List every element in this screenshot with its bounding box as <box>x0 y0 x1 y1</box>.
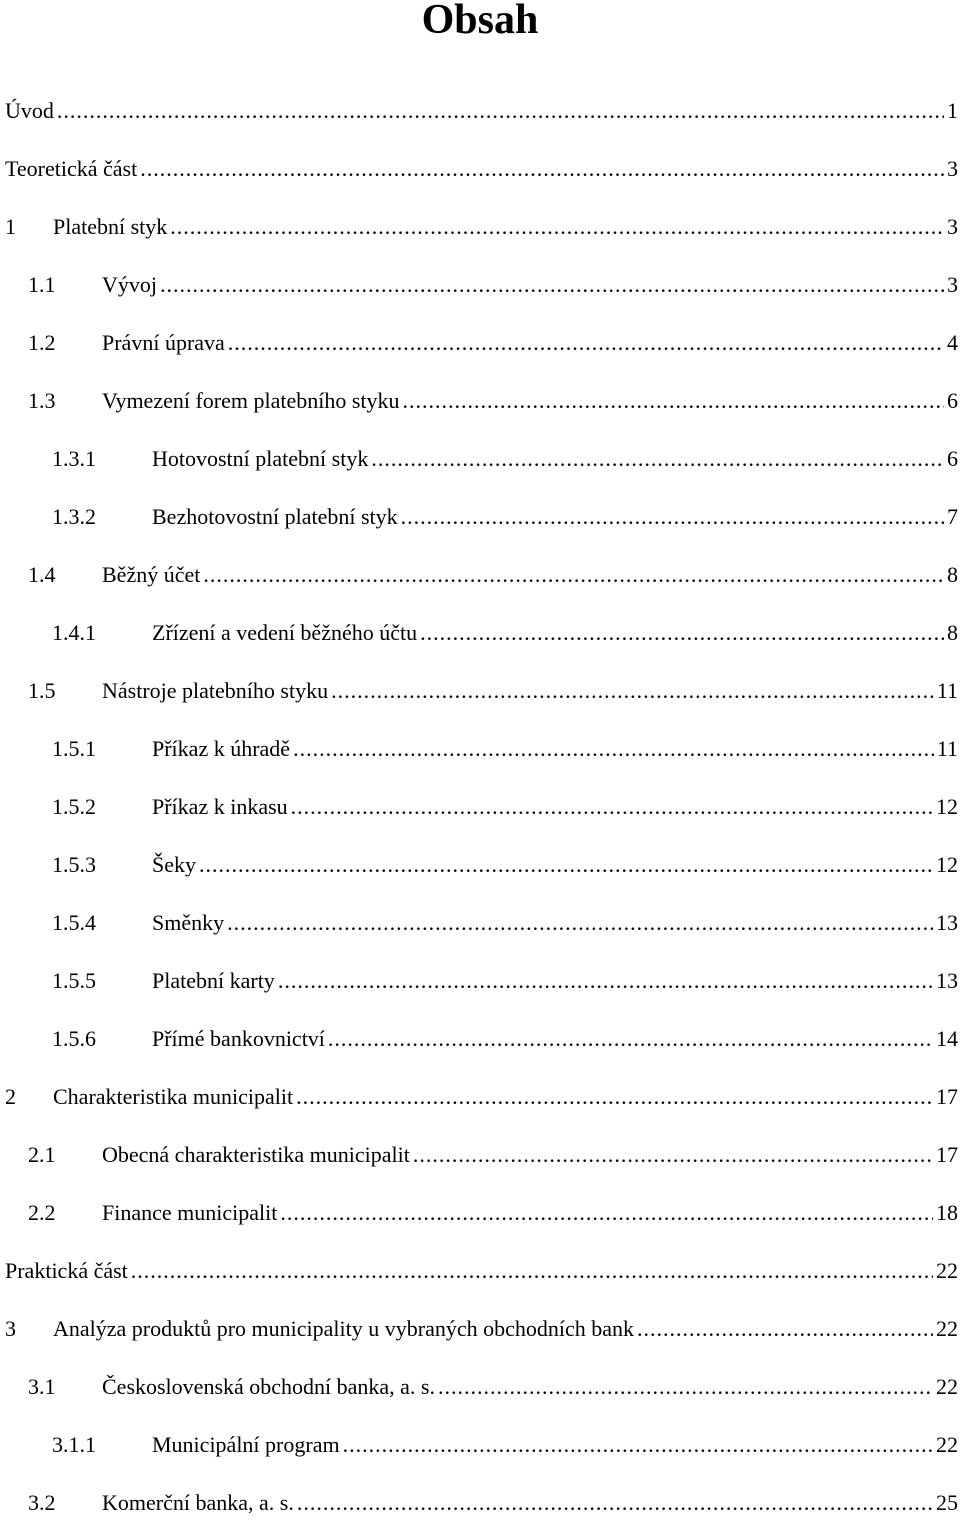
toc-leader-dots <box>413 1126 933 1184</box>
toc-entry-page: 1 <box>947 98 958 123</box>
toc-entry-page: 22 <box>936 1374 958 1399</box>
toc-entry-page: 17 <box>936 1142 958 1167</box>
toc-leader-dots <box>228 314 944 372</box>
toc-entry-number: 1.5.3 <box>52 852 96 877</box>
toc-entry-label: Platební styk <box>53 214 168 239</box>
table-of-contents <box>0 82 960 1532</box>
toc-leader-dots <box>131 1242 933 1300</box>
toc-entry-page: 11 <box>936 678 958 703</box>
toc-entry-page: 13 <box>936 910 958 935</box>
toc-entry-label: Obecná charakteristika municipalit <box>102 1142 410 1167</box>
toc-entry-page: 17 <box>936 1084 958 1109</box>
toc-entry[interactable] <box>0 662 960 720</box>
toc-entry-number: 1.5.2 <box>52 794 96 819</box>
toc-entry-label: Teoretická část <box>5 156 138 181</box>
toc-entry-label: Vymezení forem platebního styku <box>102 388 400 413</box>
toc-leader-dots <box>297 1474 933 1532</box>
toc-entry-label: Platební karty <box>152 968 275 993</box>
toc-entry[interactable] <box>0 546 960 604</box>
toc-entry-label: Směnky <box>152 910 225 935</box>
toc-entry[interactable] <box>0 430 960 488</box>
toc-entry[interactable] <box>0 1416 960 1474</box>
toc-entry-page: 13 <box>936 968 958 993</box>
toc-entry[interactable] <box>0 778 960 836</box>
toc-entry-number: 2 <box>5 1084 16 1109</box>
toc-entry[interactable] <box>0 488 960 546</box>
toc-entry-page: 4 <box>947 330 958 355</box>
toc-entry-page: 8 <box>947 620 958 645</box>
toc-leader-dots <box>57 82 944 140</box>
toc-entry-page: 11 <box>936 736 958 761</box>
toc-entry[interactable] <box>0 720 960 778</box>
toc-entry[interactable] <box>0 1474 960 1532</box>
toc-leader-dots <box>331 662 934 720</box>
toc-entry-label: Hotovostní platební styk <box>152 446 369 471</box>
toc-entry-number: 2.1 <box>28 1142 56 1167</box>
toc-entry-label: Charakteristika municipalit <box>53 1084 294 1109</box>
toc-entry-label: Příkaz k inkasu <box>152 794 288 819</box>
toc-entry-label: Přímé bankovnictví <box>152 1026 325 1051</box>
toc-entry[interactable] <box>0 1068 960 1126</box>
toc-leader-dots <box>291 778 933 836</box>
toc-entry-label: Municipální program <box>152 1432 340 1457</box>
toc-leader-dots <box>227 894 933 952</box>
toc-entry-label: Praktická část <box>5 1258 128 1283</box>
toc-entry[interactable] <box>0 836 960 894</box>
toc-entry[interactable] <box>0 256 960 314</box>
toc-entry-label: Finance municipalit <box>102 1200 278 1225</box>
toc-entry-page: 6 <box>947 388 958 413</box>
toc-entry[interactable] <box>0 314 960 372</box>
toc-entry-number: 1 <box>5 214 16 239</box>
toc-entry-number: 1.4 <box>28 562 56 587</box>
toc-entry-label: Právní úprava <box>102 330 225 355</box>
toc-leader-dots <box>296 1068 933 1126</box>
toc-entry-label: Příkaz k úhradě <box>152 736 291 761</box>
toc-leader-dots <box>371 430 944 488</box>
toc-leader-dots <box>401 488 944 546</box>
toc-entry-number: 3.1 <box>28 1374 56 1399</box>
toc-entry[interactable] <box>0 604 960 662</box>
toc-entry[interactable] <box>0 1126 960 1184</box>
toc-entry-label: Úvod <box>5 98 54 123</box>
toc-leader-dots <box>278 952 933 1010</box>
toc-entry-page: 12 <box>936 794 958 819</box>
toc-entry-label: Komerční banka, a. s. <box>102 1490 294 1515</box>
toc-leader-dots <box>140 140 944 198</box>
toc-entry-label: Bezhotovostní platební styk <box>152 504 398 529</box>
toc-entry[interactable] <box>0 1300 960 1358</box>
toc-entry-page: 8 <box>947 562 958 587</box>
toc-entry[interactable] <box>0 82 960 140</box>
toc-entry[interactable] <box>0 1242 960 1300</box>
toc-entry-label: Československá obchodní banka, a. s. <box>102 1374 435 1399</box>
toc-leader-dots <box>293 720 934 778</box>
toc-leader-dots <box>160 256 944 314</box>
toc-entry-page: 6 <box>947 446 958 471</box>
toc-entry-number: 1.4.1 <box>52 620 96 645</box>
toc-entry[interactable] <box>0 1358 960 1416</box>
toc-entry-page: 22 <box>936 1258 958 1283</box>
toc-entry-page: 7 <box>947 504 958 529</box>
toc-leader-dots <box>280 1184 933 1242</box>
toc-entry-label: Vývoj <box>102 272 157 297</box>
toc-entry-number: 1.5.6 <box>52 1026 96 1051</box>
toc-entry[interactable] <box>0 894 960 952</box>
page-title: Obsah <box>421 0 539 43</box>
toc-entry[interactable] <box>0 1010 960 1068</box>
toc-entry-number: 1.3 <box>28 388 56 413</box>
toc-entry-page: 3 <box>947 272 958 297</box>
toc-entry-label: Zřízení a vedení běžného účtu <box>152 620 418 645</box>
toc-entry-page: 18 <box>936 1200 958 1225</box>
toc-entry-page: 3 <box>947 156 958 181</box>
toc-entry-page: 25 <box>936 1490 958 1515</box>
toc-leader-dots <box>199 836 933 894</box>
toc-entry-number: 3.1.1 <box>52 1432 96 1457</box>
toc-entry-number: 1.5.4 <box>52 910 96 935</box>
toc-entry-number: 1.1 <box>28 272 56 297</box>
toc-leader-dots <box>403 372 944 430</box>
toc-leader-dots <box>420 604 944 662</box>
toc-entry-label: Běžný účet <box>102 562 201 587</box>
toc-entry-number: 3 <box>5 1316 16 1341</box>
toc-entry-number: 1.5 <box>28 678 56 703</box>
toc-leader-dots <box>438 1358 933 1416</box>
toc-entry-number: 2.2 <box>28 1200 56 1225</box>
toc-entry[interactable] <box>0 372 960 430</box>
toc-leader-dots <box>328 1010 933 1068</box>
toc-entry[interactable] <box>0 198 960 256</box>
toc-entry-number: 3.2 <box>28 1490 56 1515</box>
toc-entry-label: Analýza produktů pro municipality u vybraných obchodních bank <box>53 1316 635 1341</box>
toc-leader-dots <box>170 198 944 256</box>
toc-entry-page: 14 <box>936 1026 958 1051</box>
toc-entry-label: Nástroje platebního styku <box>102 678 329 703</box>
toc-entry-page: 12 <box>936 852 958 877</box>
toc-entry[interactable] <box>0 952 960 1010</box>
toc-entry-page: 22 <box>936 1432 958 1457</box>
toc-entry-page: 22 <box>936 1316 958 1341</box>
toc-leader-dots <box>637 1300 933 1358</box>
toc-entry-number: 1.5.5 <box>52 968 96 993</box>
toc-entry-label: Šeky <box>152 852 196 877</box>
toc-entry-number: 1.3.2 <box>52 504 96 529</box>
toc-entry-page: 3 <box>947 214 958 239</box>
toc-entry-number: 1.2 <box>28 330 56 355</box>
toc-entry[interactable] <box>0 140 960 198</box>
toc-leader-dots <box>343 1416 933 1474</box>
toc-entry-number: 1.3.1 <box>52 446 96 471</box>
toc-entry-number: 1.5.1 <box>52 736 96 761</box>
toc-leader-dots <box>203 546 944 604</box>
toc-entry[interactable] <box>0 1184 960 1242</box>
